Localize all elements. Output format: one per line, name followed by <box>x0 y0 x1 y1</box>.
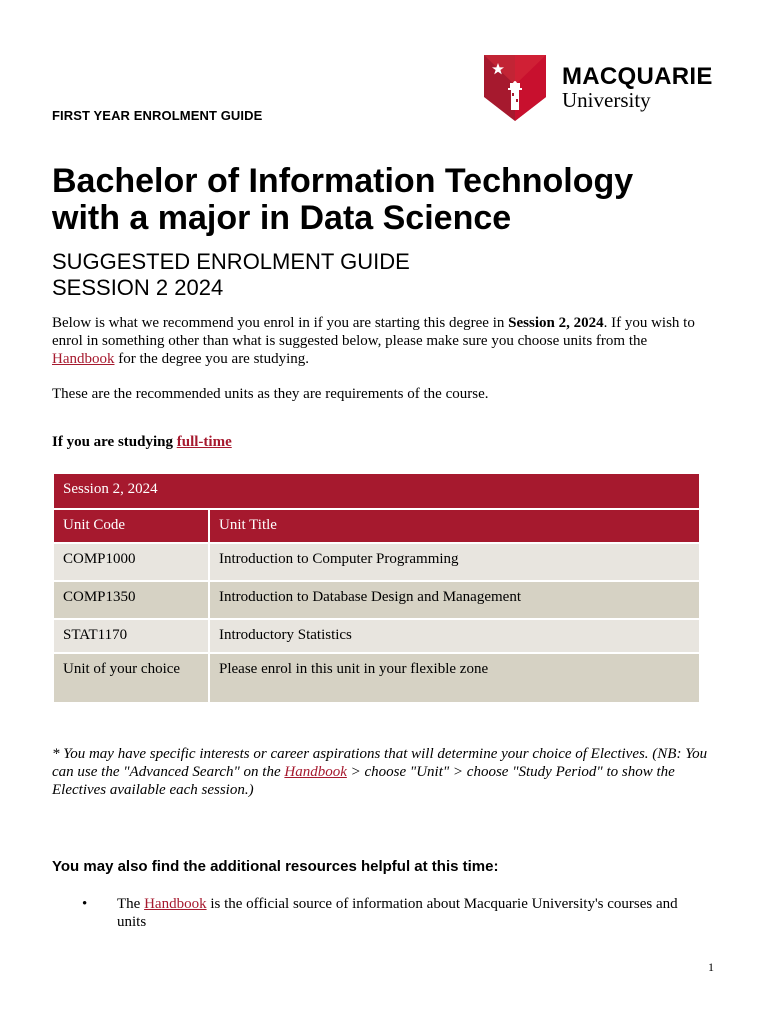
item-prefix: The <box>117 896 145 912</box>
unit-code-cell: COMP1350 <box>53 581 209 619</box>
column-header-unit-title: Unit Title <box>209 509 700 543</box>
session-header: Session 2, 2024 <box>53 473 700 509</box>
bullet-icon: • <box>82 896 88 912</box>
lighthouse-shield-icon <box>484 55 546 121</box>
intro-session-bold: Session 2, 2024 <box>508 315 604 331</box>
unit-code-cell: COMP1000 <box>53 543 209 581</box>
units-table <box>52 472 701 704</box>
handbook-link[interactable]: Handbook <box>52 351 115 367</box>
unit-title-cell: Please enrol in this unit in your flexible zone <box>209 653 700 703</box>
intro-text-1: Below is what we recommend you enrol in if you are starting this degree in <box>52 315 509 331</box>
study-mode-heading <box>52 433 712 451</box>
electives-note <box>52 745 717 799</box>
unit-code-cell: Unit of your choice <box>53 653 209 703</box>
intro-text-3: for the degree you are studying. <box>114 351 310 367</box>
intro-text-2: . If you wish to enrol in something other than what is suggested below, please make sure you choose units from the <box>52 315 695 349</box>
resources-heading: You may also find the additional resources helpful at this time: <box>52 858 499 875</box>
unit-title-cell: Introductory Statistics <box>209 619 700 653</box>
requirements-note: These are the recommended units as they are requirements of the course. <box>52 386 489 402</box>
table-row <box>53 581 700 619</box>
handbook-link[interactable]: Handbook <box>144 896 207 912</box>
intro-paragraph <box>52 314 712 368</box>
handbook-link[interactable]: Handbook <box>284 764 347 780</box>
logo-text-macquarie: MACQUARIE <box>562 63 713 90</box>
table-row <box>53 543 700 581</box>
unit-title-cell: Introduction to Database Design and Management <box>209 581 700 619</box>
list-item <box>82 895 702 931</box>
unit-code-cell: STAT1170 <box>53 619 209 653</box>
title-line-2: with a major in Data Science <box>52 199 512 237</box>
page-title <box>52 163 742 237</box>
table-row <box>53 653 700 703</box>
subtitle-line-2: SESSION 2 2024 <box>52 275 224 300</box>
page-subtitle <box>52 249 410 301</box>
subtitle-line-1: SUGGESTED ENROLMENT GUIDE <box>52 249 410 274</box>
study-mode-prefix: If you are studying <box>52 434 177 450</box>
unit-title-cell: Introduction to Computer Programming <box>209 543 700 581</box>
university-logo[interactable] <box>484 55 724 121</box>
table-session-row <box>53 473 700 509</box>
table-header-row <box>53 509 700 543</box>
page-number: 1 <box>708 960 714 974</box>
column-header-unit-code: Unit Code <box>53 509 209 543</box>
logo-text-university: University <box>562 88 651 112</box>
full-time-link[interactable]: full-time <box>176 434 232 450</box>
note-text-1: * You may have specific interests or career aspirations that will determine your choice of Electives. (NB: You can use the "Advanced Search" on the <box>52 746 708 780</box>
resources-list <box>82 895 702 931</box>
guide-label: FIRST YEAR ENROLMENT GUIDE <box>52 108 263 123</box>
table-row <box>53 619 700 653</box>
title-line-1: Bachelor of Information Technology <box>52 162 634 200</box>
note-text-2: > choose "Unit" > choose "Study Period" to show the Electives available each session.) <box>52 764 675 798</box>
item-suffix: is the official source of information about Macquarie University's courses and units <box>117 896 678 930</box>
